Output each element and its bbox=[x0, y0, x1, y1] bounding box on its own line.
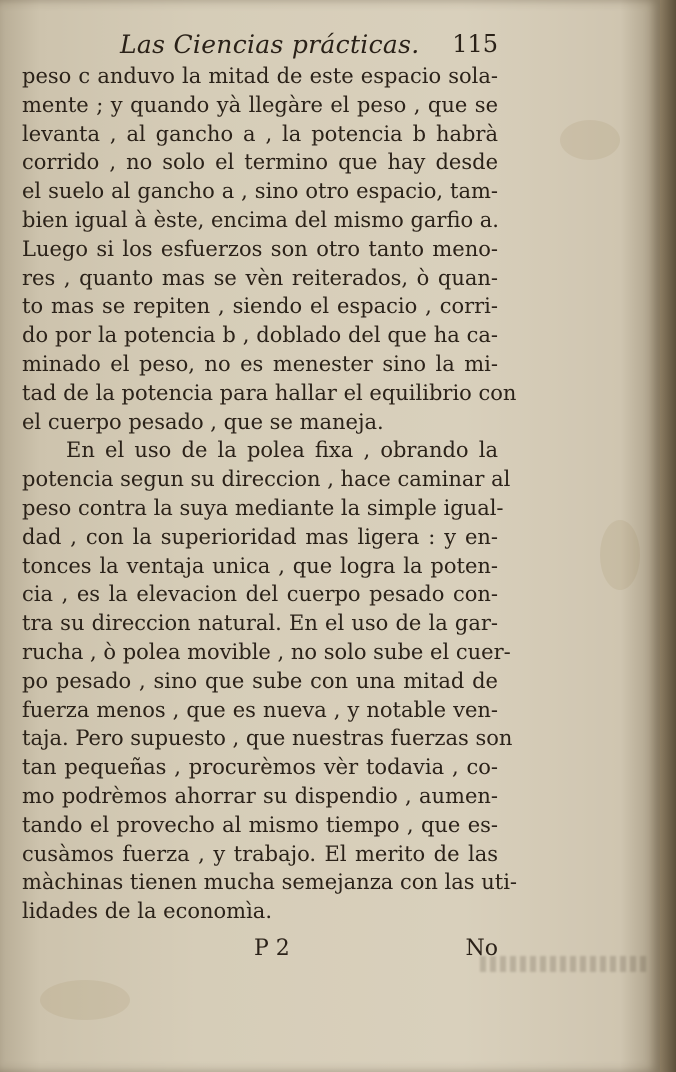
page-number: 115 bbox=[452, 30, 498, 58]
text-line: po pesado , sino que sube con una mitad de bbox=[22, 668, 498, 693]
running-title: Las Ciencias prácticas. bbox=[120, 30, 420, 59]
signature-mark: P 2 bbox=[254, 936, 290, 961]
text-line: cusàmos fuerza , y trabajo. El merito de las bbox=[22, 841, 498, 866]
text-line: taja. Pero supuesto , que nuestras fuerzas son bbox=[22, 726, 513, 751]
text-line: minado el peso, no es menester sino la mi- bbox=[22, 351, 498, 376]
text-line: peso c anduvo la mitad de este espacio sola- bbox=[22, 64, 498, 88]
text-line: res , quanto mas se vèn reiterados, ò quan- bbox=[22, 265, 498, 290]
text-line: peso contra la suya mediante la simple igual- bbox=[22, 495, 504, 520]
paper-stain bbox=[560, 120, 620, 160]
text-line-paragraph-start: En el uso de la polea fixa , obrando la bbox=[66, 438, 498, 463]
text-line: corrido , no solo el termino que hay desde bbox=[22, 150, 498, 175]
text-line: potencia segun su direccion , hace caminar al bbox=[22, 467, 511, 492]
text-line: el suelo al gancho a , sino otro espacio, tam- bbox=[22, 179, 498, 204]
text-line: Luego si los esfuerzos son otro tanto meno- bbox=[22, 236, 498, 261]
catchword: No bbox=[465, 936, 498, 961]
text-line: cia , es la elevacion del cuerpo pesado con- bbox=[22, 582, 498, 607]
book-edge bbox=[660, 0, 676, 1072]
text-line: mente ; y quando yà llegàre el peso , que se bbox=[22, 92, 498, 117]
text-line: tando el provecho al mismo tiempo , que es- bbox=[22, 812, 498, 837]
text-line: do por la potencia b , doblado del que ha ca- bbox=[22, 323, 498, 348]
text-line-paragraph-end: lidades de la economìa. bbox=[22, 899, 273, 924]
text-line: bien igual à èste, encima del mismo garfio a. bbox=[22, 207, 499, 232]
text-line: dad , con la superioridad mas ligera : y en- bbox=[22, 524, 498, 549]
text-line: levanta , al gancho a , la potencia b habrà bbox=[22, 121, 498, 146]
text-line-paragraph-end: el cuerpo pesado , que se maneja. bbox=[22, 409, 384, 434]
text-line: tra su direccion natural. En el uso de la gar- bbox=[22, 611, 498, 636]
text-line: to mas se repiten , siendo el espacio , corri- bbox=[22, 294, 498, 319]
text-line: rucha , ò polea movible , no solo sube el cuer- bbox=[22, 639, 511, 664]
text-line: mo podrèmos ahorrar su dispendio , aumen- bbox=[22, 783, 498, 808]
paper-stain bbox=[600, 520, 640, 590]
body-text bbox=[22, 62, 518, 926]
text-line: màchinas tienen mucha semejanza con las uti- bbox=[22, 870, 518, 895]
paper-stain bbox=[40, 980, 130, 1020]
text-line: fuerza menos , que es nueva , y notable ven- bbox=[22, 697, 498, 722]
text-line: tan pequeñas , procurèmos vèr todavia , co- bbox=[22, 755, 498, 780]
text-line: tad de la potencia para hallar el equilibrio con bbox=[22, 380, 517, 405]
page-header bbox=[20, 30, 498, 66]
text-line: tonces la ventaja unica , que logra la poten- bbox=[22, 553, 498, 578]
show-through-text bbox=[480, 956, 650, 972]
page-footer bbox=[22, 936, 498, 970]
